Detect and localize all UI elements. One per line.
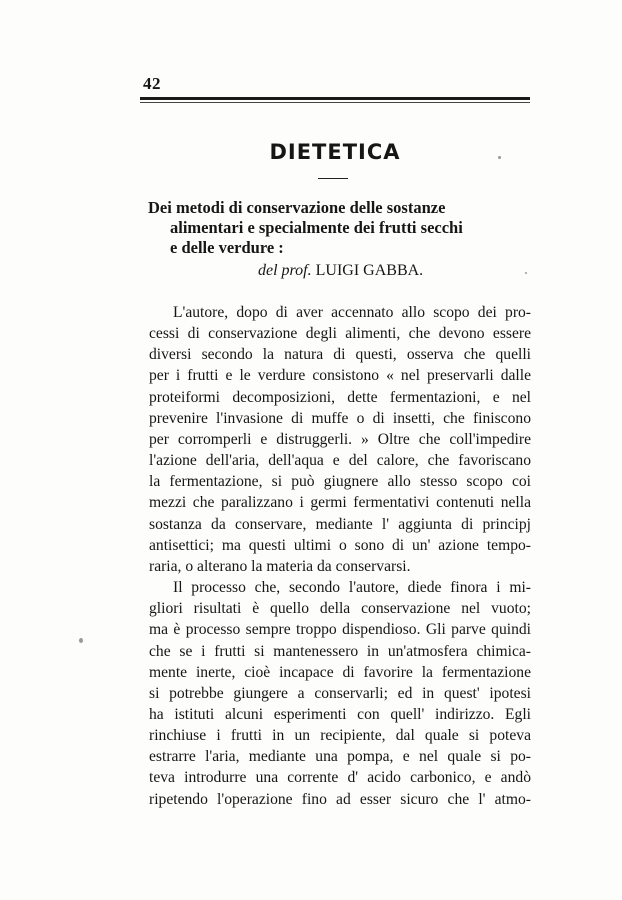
body-text [149, 302, 531, 810]
text-line: L'autore, dopo di aver accennato allo scopo dei pro- [173, 304, 531, 321]
text-line: ha istituti alcuni esperimenti con quell' indirizzo. Egli [149, 705, 531, 723]
text-line: proteiformi decomposizioni, dette fermentazioni, e nel [149, 388, 531, 406]
text-line: teva introdurre una corrente d' acido carbonico, e andò [149, 769, 531, 787]
text-line: ma è processo sempre troppo dispendioso. Gli parve quindi [149, 621, 531, 639]
title-divider [318, 178, 348, 179]
text-line: mezzi che paralizzano i germi fermentativi contenuti nella [149, 494, 531, 512]
byline-prefix: del prof. [258, 262, 312, 279]
text-line: Il processo che, secondo l'autore, diede finora i mi- [173, 579, 531, 597]
page-number: 42 [143, 74, 161, 93]
text-line: raria, o alterano la materia da conservarsi. [149, 557, 411, 575]
heading-line: alimentari e specialmente dei frutti secchi [170, 218, 463, 237]
text-line: mente inerte, cioè incapace di favorire la fermentazione [149, 663, 531, 681]
section-title: DIETETICA [269, 140, 401, 164]
text-line: diversi secondo la natura di questi, osserva che quelli [149, 346, 531, 364]
byline [258, 262, 423, 280]
paper-speck [79, 638, 83, 643]
text-line: per i frutti e le verdure consistono « nel preservarli dalle [149, 367, 531, 385]
article-heading [148, 198, 532, 258]
text-line: si potrebbe giungere a conservarli; ed in quest' ipotesi [149, 684, 531, 702]
text-line: l'azione dell'aria, dell'aqua e del calore, che favoriscano [149, 452, 531, 470]
text-line: cessi di conservazione degli alimenti, che devono essere [149, 325, 531, 343]
text-line: sostanza da conservare, mediante l' aggiunta di principj [149, 515, 531, 533]
text-line: gliori risultati è quello della conservazione nel vuoto; [149, 600, 531, 618]
text-line: ripetendo l'operazione fino ad esser sicuro che l' atmo- [149, 790, 531, 808]
text-line: la fermentazione, si può giugnere allo stesso scopo coi [149, 473, 531, 491]
text-line: estrarre l'aria, mediante una pompa, e nel quale si po- [149, 748, 531, 766]
text-line: prevenire l'invasione di muffe o di insetti, che finiscono [149, 409, 531, 427]
paper-speck [525, 272, 527, 274]
paper-speck [498, 156, 501, 159]
heading-line: Dei metodi di conservazione delle sostanze [148, 198, 446, 217]
text-line: rinchiuse i frutti in un recipiente, dal quale si poteva [149, 727, 531, 745]
header-rule [140, 97, 530, 100]
text-line: per corromperli e distruggerli. » Oltre che coll'impedire [149, 430, 531, 448]
text-line: che se i frutti si mantenessero in un'atmosfera chimica- [149, 642, 531, 660]
header-rule-thin [140, 102, 530, 103]
text-line: antisettici; ma questi ultimi o sono di un' azione tempo- [149, 536, 531, 554]
heading-line: e delle verdure : [170, 238, 284, 257]
byline-author: LUIGI GABBA. [315, 262, 424, 279]
